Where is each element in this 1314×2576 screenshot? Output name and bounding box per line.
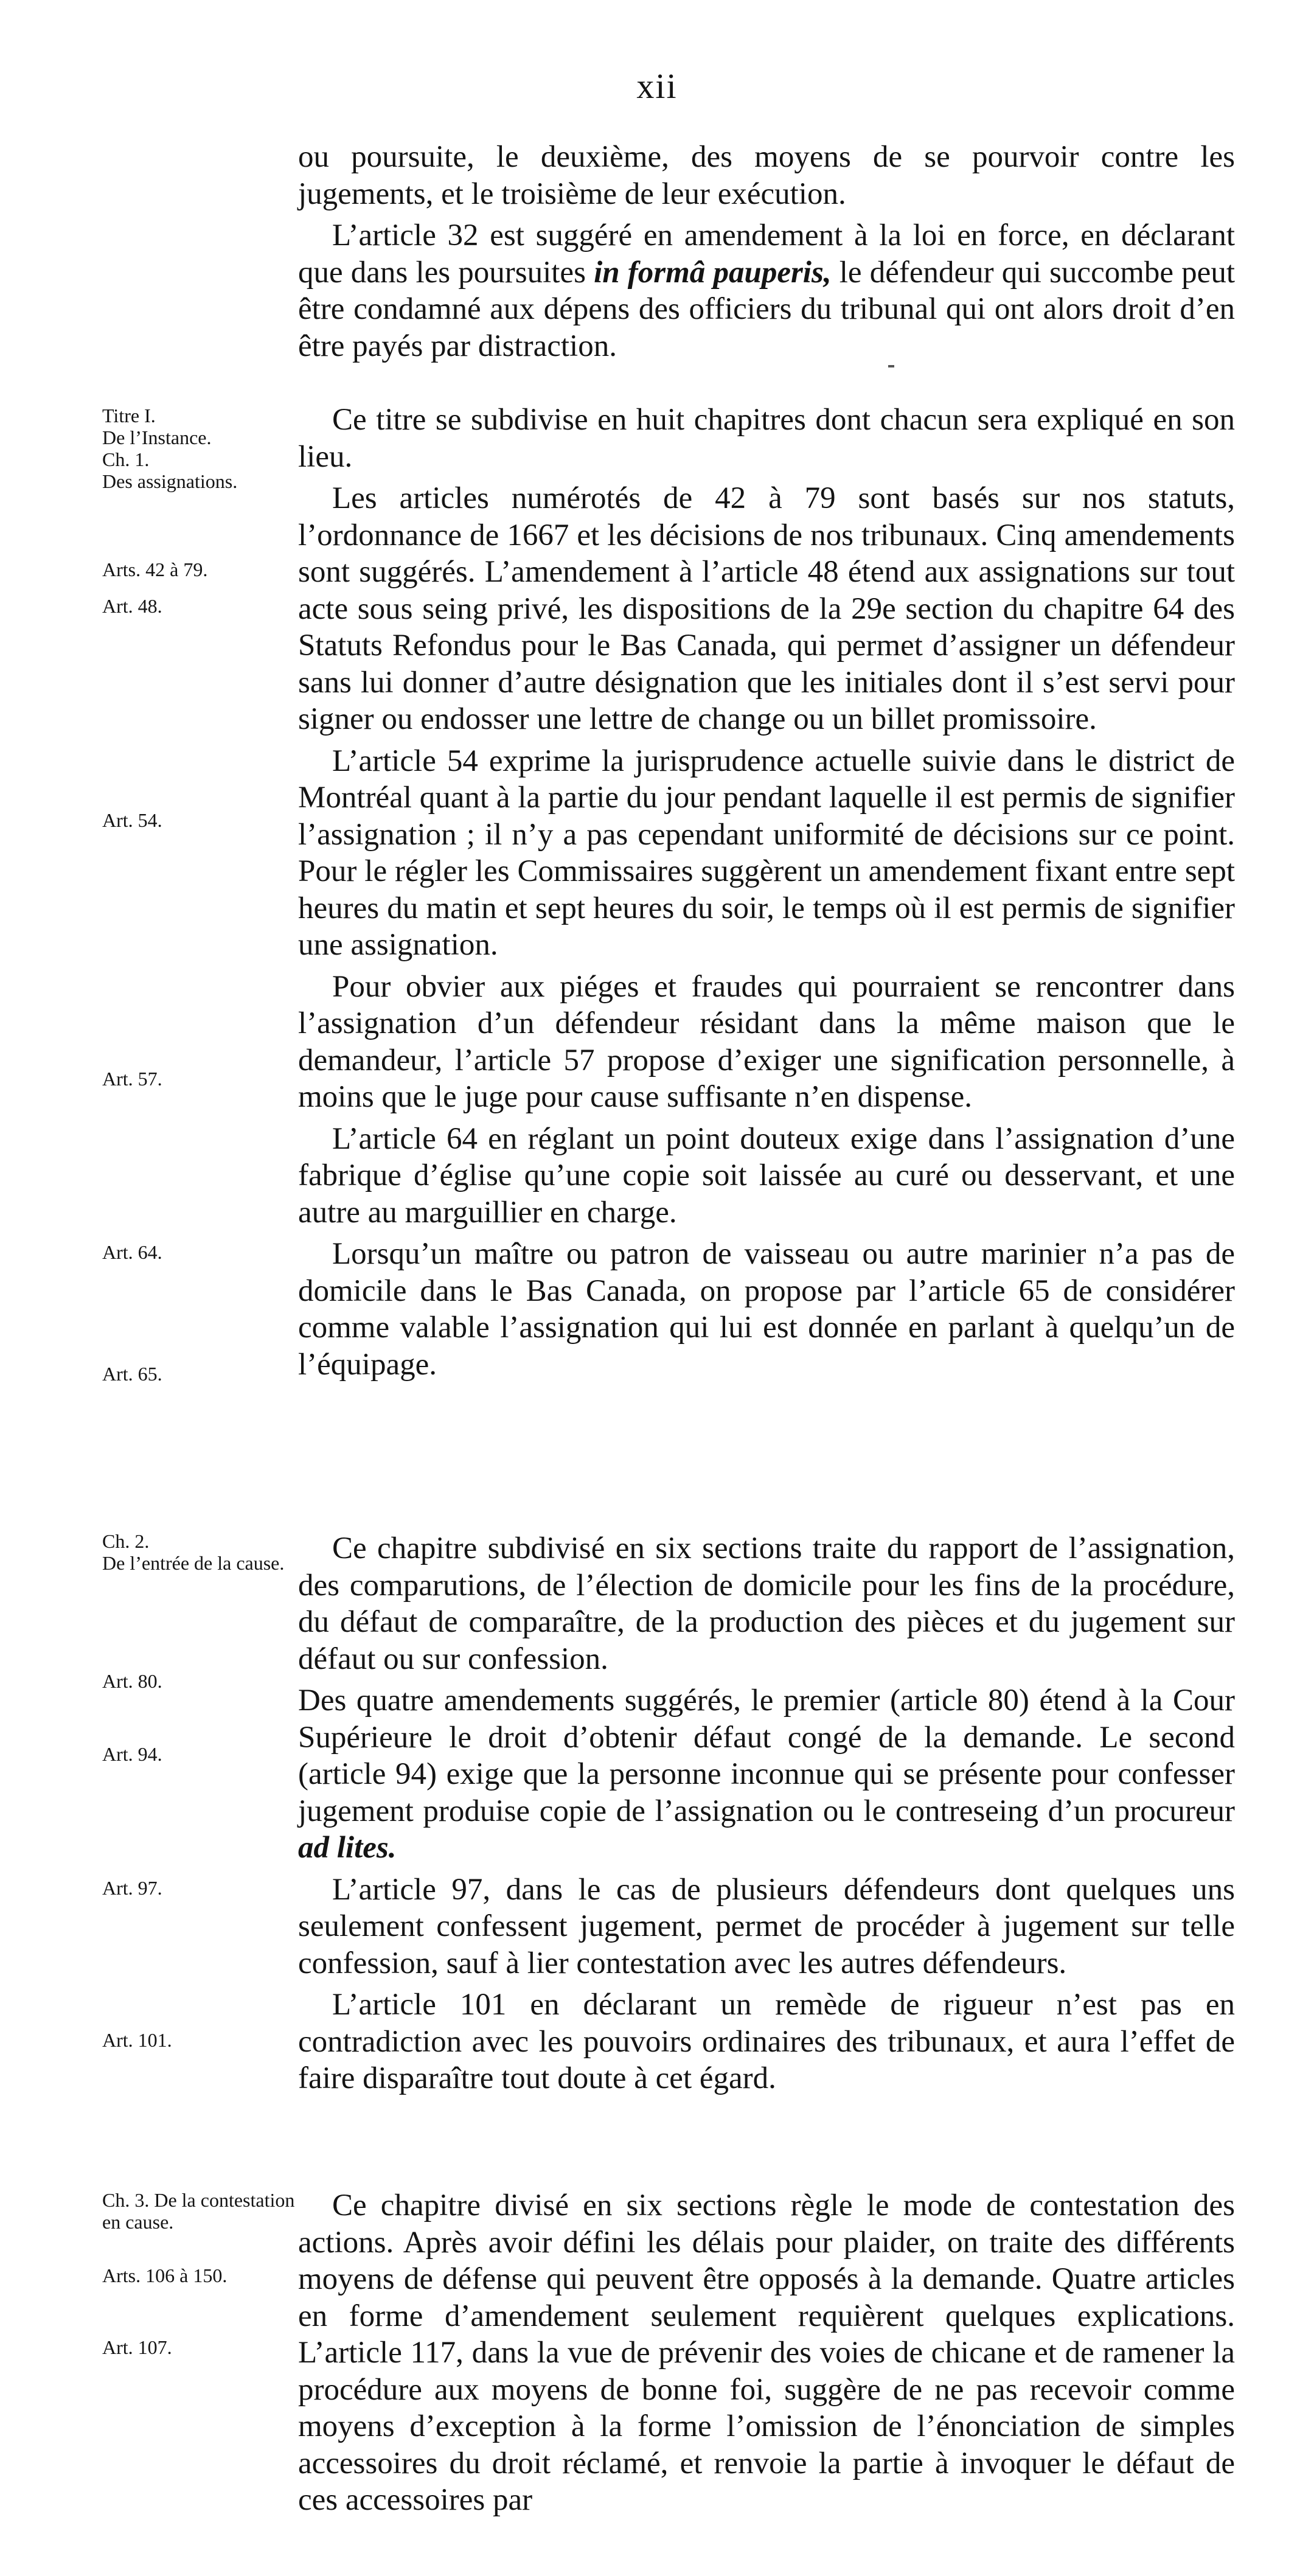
paragraph: Des quatre amendements suggérés, le premier (article 80) étend à la Cour Supérieure le droit d’obtenir défaut congé de la demande. Le second (article 94) exige que la personne inconnue qui se présente pour confesser jugement produise copie de l’assignation ou le contreseing d’un procureur ad lites. bbox=[298, 1683, 1235, 1865]
margin-note-arts-42-79: Arts. 42 à 79. bbox=[102, 559, 208, 580]
paragraph: Lorsqu’un maître ou patron de vaisseau ou autre marinier n’a pas de domicile dans le Bas Canada, on propose par l’article 65 de considérer comme valable l’assignation qui lui est donnée en parlant à quelqu’un de l’équipage. bbox=[298, 1237, 1235, 1382]
margin-note-ch2: Ch. 2. De l’entrée de la cause. bbox=[102, 1530, 285, 1574]
paragraph: Les articles numérotés de 42 à 79 sont basés sur nos statuts, l’ordonnance de 1667 et les décisions de nos tribunaux. Cinq amendements sont suggérés. L’amendement à l’article 48 étend aux assignations sur tout acte sous seing privé, les dispositions de la 29e section du chapitre 64 des Statuts Refondus pour le Bas Canada, qui permet d’assigner un défendeur sans lui donner d’autre désignation que les initiales dont il s’est servi pour signer ou endosser une lettre de change ou un billet promissoire. bbox=[298, 481, 1235, 736]
paragraph: L’article 32 est suggéré en amendement à la loi en force, en déclarant que dans les poursuites in formâ pauperis, le défendeur qui succombe peut être condamné aux dépens des officiers du tribunal qui ont alors droit d’en être payés par distraction. bbox=[298, 218, 1235, 363]
margin-note-art-97: Art. 97. bbox=[102, 1877, 162, 1899]
margin-note-ch3: Ch. 3. De la contestation en cause. bbox=[102, 2189, 295, 2233]
paragraph: L’article 97, dans le cas de plusieurs défendeurs dont quelques uns seulement confessent jugement, permet de procéder à jugement sur telle confession, sauf à lier contestation avec les autres défendeurs. bbox=[298, 1872, 1235, 1980]
paragraph: Ce chapitre divisé en six sections règle le mode de contestation des actions. Après avoir défini les délais pour plaider, on traite des différents moyens de défense qui peuvent être opposés à la demande. Quatre articles en forme d’amendement seulement requièrent quelques explications. L’article 117, dans la vue de prévenir des voies de chicane et de ramener la procédure aux moyens de bonne foi, suggère de ne pas recevoir comme moyens d’exception à la forme l’omission de l’énonciation de simples accessoires du droit réclamé, et renvoie la partie à invoquer le défaut de ces accessoires par bbox=[298, 2188, 1235, 2517]
text-block-intro bbox=[298, 139, 1235, 364]
paragraph: L’article 64 en réglant un point douteux exige dans l’assignation d’une fabrique d’église qu’une copie soit laissée au curé ou desservant, et une autre au marguillier en charge. bbox=[298, 1121, 1235, 1230]
paragraph: L’article 101 en déclarant un remède de rigueur n’est pas en contradiction avec les pouvoirs ordinaires des tribunaux, et aura l’effet de faire disparaître tout doute à cet égard. bbox=[298, 1988, 1235, 2095]
margin-note-art-54: Art. 54. bbox=[102, 809, 162, 831]
margin-note-art-65: Art. 65. bbox=[102, 1363, 162, 1385]
margin-note-art-107: Art. 107. bbox=[102, 2336, 172, 2358]
text-block-ch3 bbox=[298, 2187, 1235, 2519]
paragraph: ou poursuite, le deuxième, des moyens de se pourvoir contre les jugements, et le troisième de leur exécution. bbox=[298, 140, 1235, 211]
margin-note-art-48: Art. 48. bbox=[102, 595, 162, 617]
margin-note-art-94: Art. 94. bbox=[102, 1743, 162, 1765]
paragraph: Pour obvier aux piéges et fraudes qui pourraient se rencontrer dans l’assignation d’un défendeur résidant dans la même maison que le demandeur, l’article 57 propose d’exiger une signification personnelle, à moins que le juge pour cause suffisante n’en dispense. bbox=[298, 969, 1235, 1114]
paragraph: Ce chapitre subdivisé en six sections traite du rapport de l’assignation, des comparutions, de l’élection de domicile pour les fins de la procédure, du défaut de comparaître, de la production des pièces et du jugement sur défaut ou sur confession. bbox=[298, 1531, 1235, 1676]
text-block-titre1 bbox=[298, 402, 1235, 1383]
margin-note-art-57: Art. 57. bbox=[102, 1068, 162, 1090]
paragraph: Ce titre se subdivise en huit chapitres dont chacun sera expliqué en son lieu. bbox=[298, 403, 1235, 474]
margin-note-titre1: Titre I. De l’Instance. Ch. 1. Des assignations. bbox=[102, 405, 238, 492]
print-mark bbox=[888, 365, 894, 367]
paragraph: L’article 54 exprime la jurisprudence actuelle suivie dans le district de Montréal quant à la partie du jour pendant laquelle il est permis de signifier l’assignation ; il n’y a pas cependant uniformité de décisions sur ce point. Pour le régler les Commissaires suggèrent un amendement fixant entre sept heures du matin et sept heures du soir, le temps où il est permis de signifier une assignation. bbox=[298, 743, 1235, 962]
margin-note-arts-106-150: Arts. 106 à 150. bbox=[102, 2264, 228, 2286]
margin-note-art-80: Art. 80. bbox=[102, 1670, 162, 1692]
margin-note-art-101: Art. 101. bbox=[102, 2029, 172, 2051]
margin-note-art-64: Art. 64. bbox=[102, 1241, 162, 1263]
page-number: xii bbox=[636, 66, 678, 106]
text-block-ch2 bbox=[298, 1530, 1235, 2097]
